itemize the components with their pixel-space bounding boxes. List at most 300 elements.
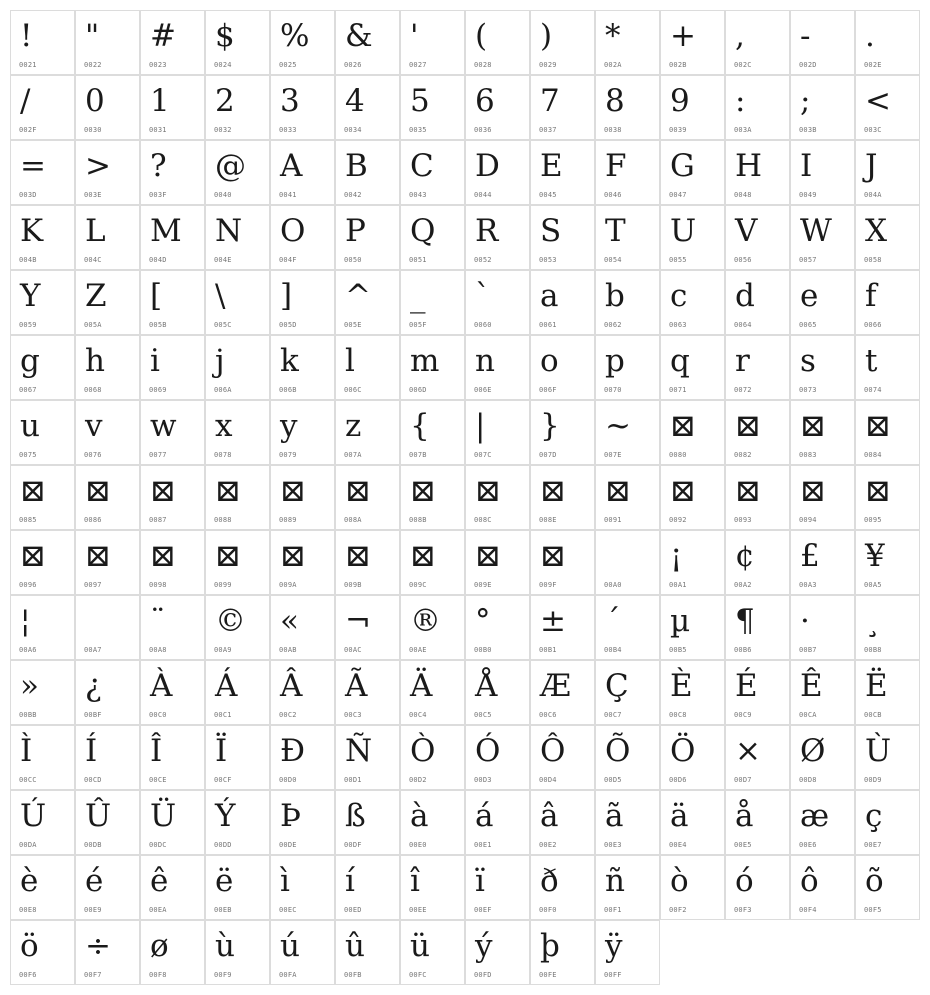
glyph-cell	[465, 75, 530, 140]
glyph-codepoint: 0093	[734, 516, 752, 524]
glyph-character: h	[85, 343, 105, 379]
glyph-character: ⊠	[475, 538, 501, 574]
glyph-codepoint: 00A6	[19, 646, 37, 654]
glyph-character: l	[345, 343, 355, 379]
glyph-character: ¬	[345, 603, 371, 639]
glyph-codepoint: 00B0	[474, 646, 492, 654]
glyph-codepoint: 00D9	[864, 776, 882, 784]
glyph-cell	[10, 335, 75, 400]
glyph-cell	[205, 75, 270, 140]
glyph-cell	[855, 855, 920, 920]
glyph-cell	[400, 530, 465, 595]
glyph-cell	[140, 75, 205, 140]
glyph-character: R	[475, 213, 499, 249]
glyph-cell	[790, 855, 855, 920]
glyph-character: ⊠	[20, 538, 46, 574]
glyph-cell	[530, 725, 595, 790]
glyph-cell	[335, 205, 400, 270]
glyph-character: U	[670, 213, 697, 249]
glyph-codepoint: 0056	[734, 256, 752, 264]
glyph-character: >	[85, 148, 111, 184]
glyph-character: A	[280, 148, 303, 184]
glyph-cell	[400, 920, 465, 985]
glyph-codepoint: 0025	[279, 61, 297, 69]
glyph-cell	[790, 790, 855, 855]
glyph-cell	[725, 270, 790, 335]
glyph-character: H	[735, 148, 763, 184]
glyph-cell	[335, 400, 400, 465]
glyph-codepoint: 00C5	[474, 711, 492, 719]
glyph-cell	[790, 595, 855, 660]
glyph-cell	[660, 660, 725, 725]
glyph-character: Õ	[605, 733, 631, 769]
glyph-character: å	[735, 798, 754, 834]
glyph-character: J	[865, 148, 878, 184]
glyph-character: _	[410, 278, 426, 314]
glyph-character: ⊠	[150, 473, 176, 509]
glyph-character: w	[150, 408, 177, 444]
glyph-character: Ï	[215, 733, 228, 769]
glyph-codepoint: 008B	[409, 516, 427, 524]
glyph-codepoint: 00F8	[149, 971, 167, 979]
glyph-codepoint: 0030	[84, 126, 102, 134]
glyph-cell	[595, 920, 660, 985]
glyph-cell	[465, 855, 530, 920]
glyph-character: :	[735, 83, 746, 119]
glyph-cell	[790, 530, 855, 595]
glyph-codepoint: 00B7	[799, 646, 817, 654]
glyph-cell	[75, 790, 140, 855]
glyph-character: m	[410, 343, 440, 379]
glyph-cell	[75, 75, 140, 140]
glyph-codepoint: 00FF	[604, 971, 622, 979]
glyph-codepoint: 00D5	[604, 776, 622, 784]
glyph-character: /	[20, 83, 31, 119]
glyph-codepoint: 00F5	[864, 906, 882, 914]
glyph-cell	[530, 75, 595, 140]
glyph-codepoint: 00E5	[734, 841, 752, 849]
glyph-codepoint: 0044	[474, 191, 492, 199]
glyph-codepoint: 007C	[474, 451, 492, 459]
glyph-codepoint: 0046	[604, 191, 622, 199]
glyph-character: ⊠	[865, 408, 891, 444]
glyph-codepoint: 0037	[539, 126, 557, 134]
glyph-cell	[10, 465, 75, 530]
glyph-codepoint: 0029	[539, 61, 557, 69]
glyph-character: É	[735, 668, 758, 704]
glyph-codepoint: 00A2	[734, 581, 752, 589]
glyph-codepoint: 00E7	[864, 841, 882, 849]
glyph-codepoint: 0094	[799, 516, 817, 524]
glyph-codepoint: 00CA	[799, 711, 817, 719]
glyph-codepoint: 008E	[539, 516, 557, 524]
glyph-cell	[790, 75, 855, 140]
glyph-cell	[660, 400, 725, 465]
glyph-codepoint: 003B	[799, 126, 817, 134]
glyph-character: Ö	[670, 733, 696, 769]
glyph-cell	[660, 140, 725, 205]
glyph-cell	[400, 270, 465, 335]
glyph-cell	[10, 270, 75, 335]
glyph-cell	[205, 335, 270, 400]
glyph-character: '	[410, 18, 419, 54]
glyph-cell	[270, 725, 335, 790]
glyph-character: ï	[475, 863, 485, 899]
glyph-cell	[75, 205, 140, 270]
glyph-codepoint: 00C1	[214, 711, 232, 719]
glyph-character: \	[215, 278, 226, 314]
glyph-character: n	[475, 343, 495, 379]
glyph-character: $	[215, 18, 235, 54]
glyph-character: ~	[605, 408, 631, 444]
glyph-character: È	[670, 668, 693, 704]
glyph-codepoint: 00A8	[149, 646, 167, 654]
glyph-cell	[10, 595, 75, 660]
glyph-codepoint: 0052	[474, 256, 492, 264]
glyph-character: Ã	[345, 668, 368, 704]
glyph-cell	[140, 205, 205, 270]
glyph-cell	[660, 595, 725, 660]
glyph-codepoint: 002E	[864, 61, 882, 69]
glyph-character: ⊠	[85, 538, 111, 574]
glyph-character: ⊠	[150, 538, 176, 574]
glyph-codepoint: 00F7	[84, 971, 102, 979]
glyph-cell	[530, 920, 595, 985]
glyph-cell	[400, 400, 465, 465]
glyph-cell	[270, 205, 335, 270]
glyph-cell	[790, 335, 855, 400]
glyph-cell	[595, 140, 660, 205]
glyph-character: è	[20, 863, 39, 899]
glyph-cell	[660, 75, 725, 140]
glyph-codepoint: 0061	[539, 321, 557, 329]
glyph-character: Î	[150, 733, 163, 769]
glyph-character: ´	[605, 603, 621, 639]
glyph-character: {	[410, 408, 430, 444]
glyph-character: ©	[215, 603, 246, 639]
glyph-codepoint: 0028	[474, 61, 492, 69]
glyph-cell	[10, 725, 75, 790]
glyph-codepoint: 0058	[864, 256, 882, 264]
glyph-codepoint: 00D1	[344, 776, 362, 784]
glyph-codepoint: 0067	[19, 386, 37, 394]
glyph-codepoint: 00F2	[669, 906, 687, 914]
glyph-codepoint: 00EF	[474, 906, 492, 914]
glyph-character: o	[540, 343, 559, 379]
glyph-codepoint: 00C4	[409, 711, 427, 719]
glyph-character: D	[475, 148, 500, 184]
glyph-codepoint: 0086	[84, 516, 102, 524]
glyph-character: ü	[410, 928, 430, 964]
glyph-codepoint: 00A1	[669, 581, 687, 589]
glyph-character: ó	[735, 863, 754, 899]
glyph-codepoint: 0063	[669, 321, 687, 329]
glyph-codepoint: 00E1	[474, 841, 492, 849]
glyph-cell	[335, 920, 400, 985]
glyph-codepoint: 00DF	[344, 841, 362, 849]
glyph-character: ä	[670, 798, 689, 834]
glyph-cell	[855, 660, 920, 725]
glyph-character: ±	[540, 603, 566, 639]
glyph-codepoint: 0099	[214, 581, 232, 589]
glyph-codepoint: 008A	[344, 516, 362, 524]
glyph-codepoint: 0095	[864, 516, 882, 524]
glyph-cell	[400, 335, 465, 400]
glyph-cell	[10, 855, 75, 920]
glyph-codepoint: 0080	[669, 451, 687, 459]
glyph-cell	[140, 790, 205, 855]
glyph-codepoint: 00AB	[279, 646, 297, 654]
glyph-character: 7	[540, 83, 560, 119]
glyph-character: [	[150, 278, 163, 314]
glyph-character: ¥	[865, 538, 885, 574]
glyph-cell	[595, 10, 660, 75]
glyph-character: 8	[605, 83, 625, 119]
glyph-character: T	[605, 213, 626, 249]
glyph-cell	[530, 660, 595, 725]
glyph-codepoint: 0083	[799, 451, 817, 459]
glyph-character: Ø	[800, 733, 826, 769]
glyph-codepoint: 00DC	[149, 841, 167, 849]
glyph-character: ø	[150, 928, 169, 964]
glyph-character: +	[670, 18, 696, 54]
glyph-cell	[400, 855, 465, 920]
glyph-character: M	[150, 213, 182, 249]
glyph-cell	[660, 725, 725, 790]
glyph-codepoint: 00E8	[19, 906, 37, 914]
glyph-character: Þ	[280, 798, 301, 834]
glyph-cell	[400, 10, 465, 75]
glyph-cell	[660, 855, 725, 920]
glyph-character: »	[20, 668, 39, 704]
glyph-codepoint: 00CD	[84, 776, 102, 784]
glyph-character: ¸	[865, 603, 881, 639]
glyph-cell	[595, 595, 660, 660]
glyph-character: ⊠	[85, 473, 111, 509]
glyph-character: 3	[280, 83, 300, 119]
glyph-cell	[270, 920, 335, 985]
glyph-character: Á	[215, 668, 238, 704]
glyph-codepoint: 00C3	[344, 711, 362, 719]
glyph-codepoint: 0074	[864, 386, 882, 394]
glyph-cell	[75, 595, 140, 660]
glyph-cell	[205, 400, 270, 465]
glyph-codepoint: 0031	[149, 126, 167, 134]
glyph-codepoint: 0065	[799, 321, 817, 329]
glyph-cell	[790, 10, 855, 75]
glyph-cell	[75, 855, 140, 920]
glyph-codepoint: 00C7	[604, 711, 622, 719]
glyph-character: #	[150, 18, 176, 54]
glyph-codepoint: 0047	[669, 191, 687, 199]
glyph-codepoint: 00EC	[279, 906, 297, 914]
glyph-cell	[140, 660, 205, 725]
glyph-character: ñ	[605, 863, 625, 899]
glyph-cell	[205, 855, 270, 920]
glyph-codepoint: 009E	[474, 581, 492, 589]
glyph-character: ×	[735, 733, 761, 769]
glyph-character: ô	[800, 863, 819, 899]
glyph-codepoint: 00C2	[279, 711, 297, 719]
glyph-codepoint: 006D	[409, 386, 427, 394]
glyph-cell	[465, 725, 530, 790]
glyph-cell	[75, 725, 140, 790]
glyph-character: y	[280, 408, 298, 444]
glyph-character: F	[605, 148, 627, 184]
glyph-character: ?	[150, 148, 167, 184]
glyph-codepoint: 00CF	[214, 776, 232, 784]
glyph-cell	[855, 205, 920, 270]
glyph-character: ¿	[85, 668, 102, 704]
glyph-character: ù	[215, 928, 235, 964]
glyph-character: E	[540, 148, 563, 184]
glyph-character: ¦	[20, 603, 31, 639]
glyph-character: .	[865, 18, 875, 54]
glyph-character: ;	[800, 83, 811, 119]
glyph-cell	[10, 790, 75, 855]
glyph-cell	[530, 530, 595, 595]
glyph-codepoint: 00DE	[279, 841, 297, 849]
glyph-character: s	[800, 343, 816, 379]
glyph-character: Ú	[20, 798, 47, 834]
glyph-codepoint: 00ED	[344, 906, 362, 914]
glyph-character: v	[85, 408, 103, 444]
glyph-cell	[205, 530, 270, 595]
glyph-cell	[595, 270, 660, 335]
glyph-cell	[205, 140, 270, 205]
glyph-character: @	[215, 148, 246, 184]
glyph-character: Ç	[605, 668, 629, 704]
glyph-character: 2	[215, 83, 235, 119]
glyph-codepoint: 0032	[214, 126, 232, 134]
glyph-character: B	[345, 148, 368, 184]
glyph-codepoint: 009C	[409, 581, 427, 589]
glyph-codepoint: 005B	[149, 321, 167, 329]
glyph-codepoint: 0098	[149, 581, 167, 589]
glyph-character: 1	[150, 83, 170, 119]
glyph-cell	[465, 530, 530, 595]
glyph-codepoint: 003F	[149, 191, 167, 199]
glyph-cell	[790, 205, 855, 270]
glyph-cell	[595, 660, 660, 725]
glyph-cell	[855, 530, 920, 595]
glyph-character: ⊠	[410, 538, 436, 574]
glyph-codepoint: 005D	[279, 321, 297, 329]
glyph-codepoint: 0085	[19, 516, 37, 524]
glyph-character: ⊠	[800, 408, 826, 444]
glyph-cell	[270, 855, 335, 920]
glyph-character: ^	[345, 278, 371, 314]
glyph-character: Z	[85, 278, 107, 314]
glyph-character: ç	[865, 798, 883, 834]
glyph-cell	[725, 530, 790, 595]
glyph-cell	[530, 140, 595, 205]
glyph-cell	[335, 335, 400, 400]
glyph-cell	[270, 465, 335, 530]
glyph-codepoint: 004A	[864, 191, 882, 199]
glyph-codepoint: 0079	[279, 451, 297, 459]
glyph-character: ⊠	[280, 538, 306, 574]
glyph-cell	[140, 270, 205, 335]
glyph-codepoint: 0033	[279, 126, 297, 134]
glyph-character: û	[345, 928, 365, 964]
glyph-character: ⊠	[215, 473, 241, 509]
glyph-cell	[465, 465, 530, 530]
glyph-cell	[205, 10, 270, 75]
glyph-cell	[790, 660, 855, 725]
glyph-codepoint: 00F6	[19, 971, 37, 979]
glyph-cell	[205, 205, 270, 270]
glyph-cell	[725, 205, 790, 270]
glyph-character: Ñ	[345, 733, 373, 769]
glyph-codepoint: 0024	[214, 61, 232, 69]
glyph-codepoint: 006C	[344, 386, 362, 394]
glyph-codepoint: 0060	[474, 321, 492, 329]
glyph-character: ¨	[150, 603, 166, 639]
glyph-character: µ	[670, 603, 691, 639]
glyph-character: 9	[670, 83, 690, 119]
glyph-character: W	[800, 213, 832, 249]
glyph-cell	[530, 855, 595, 920]
glyph-cell	[400, 790, 465, 855]
glyph-cell	[790, 400, 855, 465]
glyph-cell	[725, 75, 790, 140]
glyph-character: â	[540, 798, 559, 834]
glyph-codepoint: 00D2	[409, 776, 427, 784]
glyph-cell	[660, 270, 725, 335]
glyph-codepoint: 007B	[409, 451, 427, 459]
glyph-character: ®	[410, 603, 441, 639]
glyph-character: ]	[280, 278, 293, 314]
glyph-character: ë	[215, 863, 234, 899]
glyph-character: 4	[345, 83, 365, 119]
glyph-character: Ù	[865, 733, 892, 769]
glyph-character: é	[85, 863, 104, 899]
glyph-cell	[530, 335, 595, 400]
glyph-codepoint: 0036	[474, 126, 492, 134]
glyph-codepoint: 00CC	[19, 776, 37, 784]
glyph-codepoint: 00DA	[19, 841, 37, 849]
glyph-character: c	[670, 278, 688, 314]
glyph-cell	[140, 465, 205, 530]
glyph-character: õ	[865, 863, 884, 899]
glyph-character: p	[605, 343, 625, 379]
glyph-codepoint: 00D7	[734, 776, 752, 784]
glyph-cell	[595, 205, 660, 270]
glyph-character: ⊠	[215, 538, 241, 574]
glyph-cell	[855, 10, 920, 75]
glyph-character: À	[150, 668, 173, 704]
glyph-codepoint: 0078	[214, 451, 232, 459]
glyph-cell	[75, 400, 140, 465]
glyph-character: %	[280, 18, 310, 54]
glyph-character: î	[410, 863, 420, 899]
glyph-codepoint: 00EA	[149, 906, 167, 914]
glyph-character: Ì	[20, 733, 33, 769]
glyph-cell	[660, 10, 725, 75]
glyph-character: ⊠	[800, 473, 826, 509]
glyph-codepoint: 00F9	[214, 971, 232, 979]
glyph-codepoint: 0057	[799, 256, 817, 264]
glyph-character: =	[20, 148, 46, 184]
glyph-character: Û	[85, 798, 112, 834]
glyph-cell	[595, 465, 660, 530]
glyph-character: ¢	[735, 538, 755, 574]
glyph-character: ¶	[735, 603, 755, 639]
glyph-codepoint: 00A3	[799, 581, 817, 589]
glyph-cell	[400, 595, 465, 660]
glyph-cell	[335, 660, 400, 725]
